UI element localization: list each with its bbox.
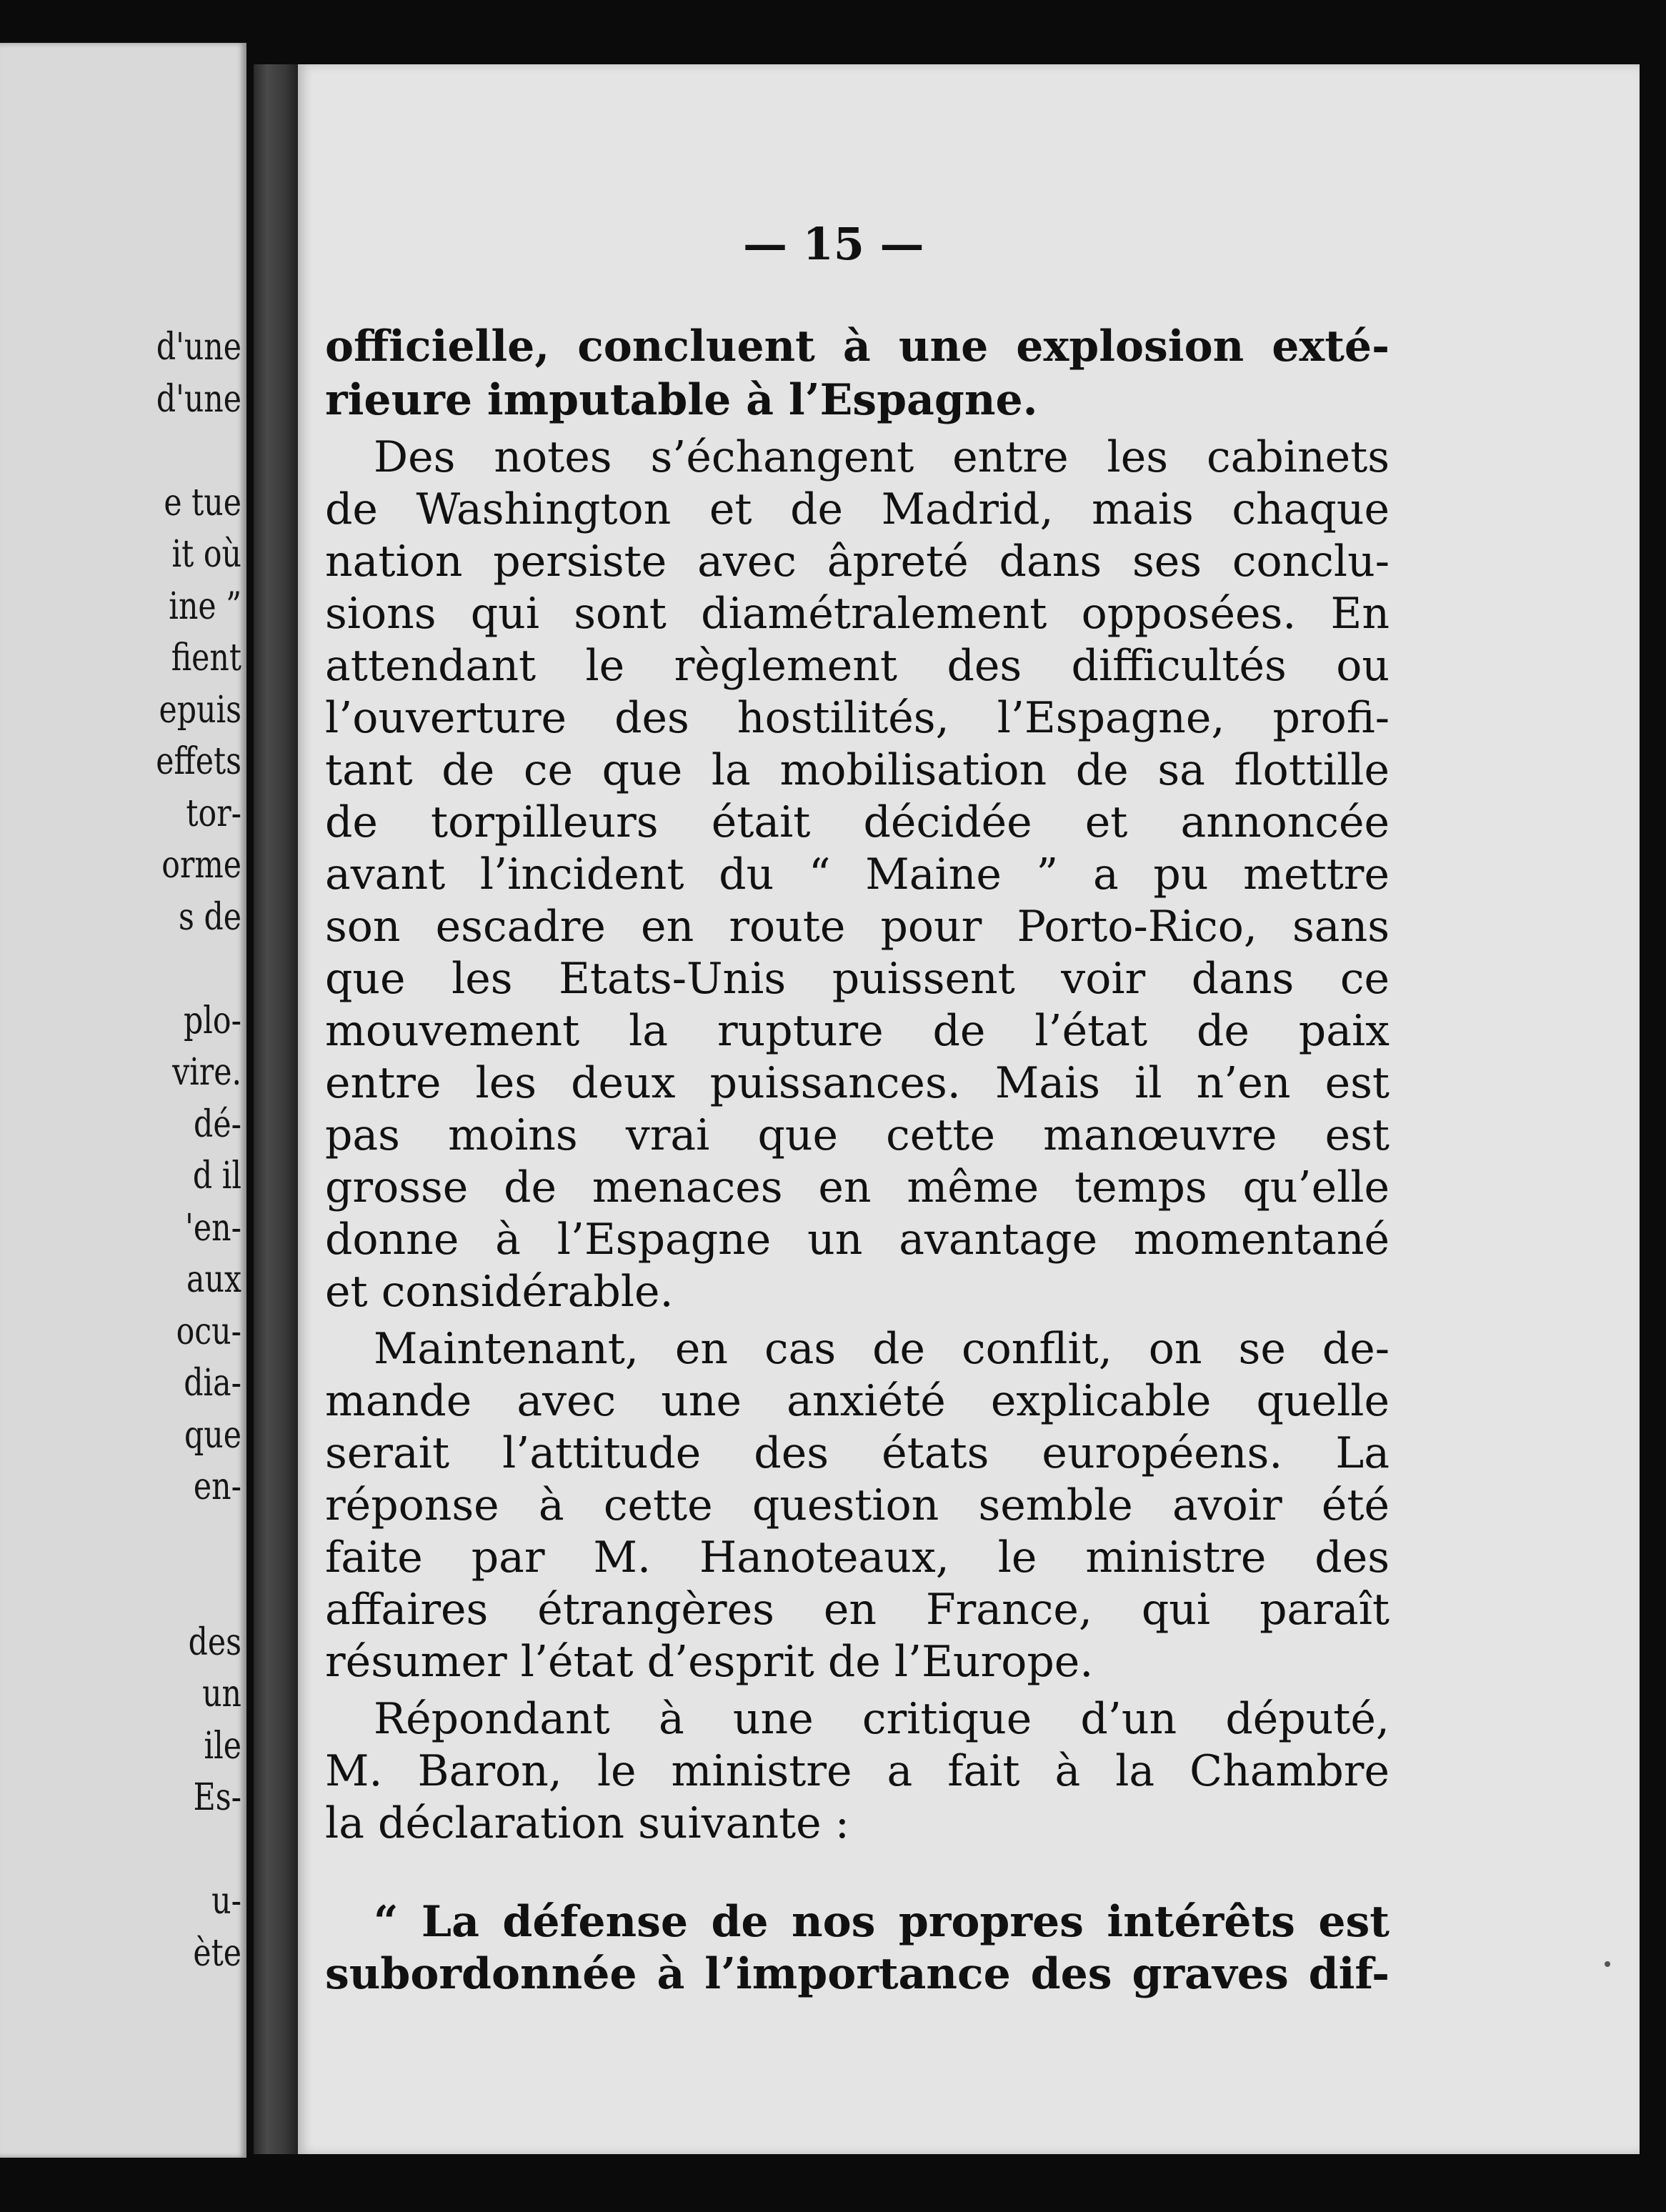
text-line: la déclaration suivante : xyxy=(325,1798,849,1848)
text-line: son escadre en route pour Porto-Rico, sans xyxy=(325,902,1390,952)
left-page-fragment: ile xyxy=(204,1724,241,1768)
book-spine xyxy=(254,64,298,2154)
left-page-fragment: d'une xyxy=(156,326,241,369)
left-page-fragment: 'en- xyxy=(185,1206,241,1250)
left-page-fragment: effets xyxy=(156,740,241,783)
text-line: avant l’incident du “ Maine ” a pu mettre xyxy=(325,850,1390,900)
text-line: entre les deux puissances. Mais il n’en est xyxy=(325,1058,1390,1108)
left-page-fragment: d'une xyxy=(156,377,241,421)
text-line: attendant le règlement des difficultés ou xyxy=(325,641,1390,691)
left-page-fragment: s de xyxy=(179,895,241,939)
text-line: Des notes s’échangent entre les cabinets xyxy=(374,432,1390,482)
left-page-fragment: aux xyxy=(186,1258,241,1301)
text-line: “ La défense de nos propres intérêts est xyxy=(374,1897,1390,1947)
text-line: Maintenant, en cas de conflit, on se de- xyxy=(374,1324,1390,1374)
left-page-fragment: ocu- xyxy=(176,1310,241,1353)
left-page-fragment: ète xyxy=(193,1931,241,1975)
left-page-fragment: dia- xyxy=(184,1362,241,1405)
left-page-fragment: dé- xyxy=(194,1102,241,1146)
left-page-fragment: plo- xyxy=(183,999,241,1042)
text-line: réponse à cette question semble avoir été xyxy=(325,1480,1390,1530)
left-page-fragment: tor- xyxy=(186,792,241,835)
text-line: affaires étrangères en France, qui paraît xyxy=(325,1585,1390,1635)
text-line: Répondant à une critique d’un député, xyxy=(374,1694,1390,1744)
left-page-fragment: Es- xyxy=(193,1776,241,1819)
text-line: que les Etats-Unis puissent voir dans ce xyxy=(325,954,1390,1004)
left-page-fragment: e tue xyxy=(164,481,241,524)
left-page-fragment: des xyxy=(188,1620,241,1664)
speck xyxy=(1605,1961,1610,1967)
left-page-fragment: d il xyxy=(192,1155,241,1197)
text-line: de torpilleurs était décidée et annoncée xyxy=(325,797,1390,847)
text-line: serait l’attitude des états européens. La xyxy=(325,1428,1390,1478)
left-page-fragment: it où xyxy=(171,533,241,576)
text-line: officielle, concluent à une explosion exté- xyxy=(325,322,1390,372)
page-number: — 15 — xyxy=(743,218,924,270)
text-line: et considérable. xyxy=(325,1267,674,1317)
text-line: rieure imputable à l’Espagne. xyxy=(325,375,1038,425)
text-line: subordonnée à l’importance des graves dif- xyxy=(325,1949,1390,1999)
text-line: nation persiste avec âpreté dans ses conclu- xyxy=(325,537,1390,587)
text-line: grosse de menaces en même temps qu’elle xyxy=(325,1162,1390,1212)
left-page-fragment: epuis xyxy=(159,688,241,732)
left-page-fragment: vire. xyxy=(172,1051,241,1094)
text-line: l’ouverture des hostilités, l’Espagne, profi- xyxy=(325,693,1390,743)
text-line: résumer l’état d’esprit de l’Europe. xyxy=(325,1637,1094,1687)
text-line: tant de ce que la mobilisation de sa flottille xyxy=(325,745,1390,795)
text-line: mouvement la rupture de l’état de paix xyxy=(325,1006,1390,1056)
left-page-fragment: fient xyxy=(171,637,241,679)
text-line: sions qui sont diamétralement opposées. En xyxy=(325,589,1390,639)
left-page-fragment: ine ” xyxy=(169,584,241,628)
left-page-fragment: en- xyxy=(193,1465,241,1508)
text-line: pas moins vrai que cette manœuvre est xyxy=(325,1110,1390,1160)
left-page-fragment: un xyxy=(202,1673,241,1715)
text-line: donne à l’Espagne un avantage momentané xyxy=(325,1215,1390,1265)
text-line: de Washington et de Madrid, mais chaque xyxy=(325,484,1390,534)
text-line: M. Baron, le ministre a fait à la Chambre xyxy=(325,1746,1390,1796)
text-line: faite par M. Hanoteaux, le ministre des xyxy=(325,1533,1390,1583)
left-page-fragment: u- xyxy=(211,1880,241,1923)
left-page xyxy=(0,43,246,2158)
text-line: mande avec une anxiété explicable quelle xyxy=(325,1376,1390,1426)
left-page-fragment: que xyxy=(184,1413,241,1457)
left-page-fragment: orme xyxy=(161,844,241,887)
